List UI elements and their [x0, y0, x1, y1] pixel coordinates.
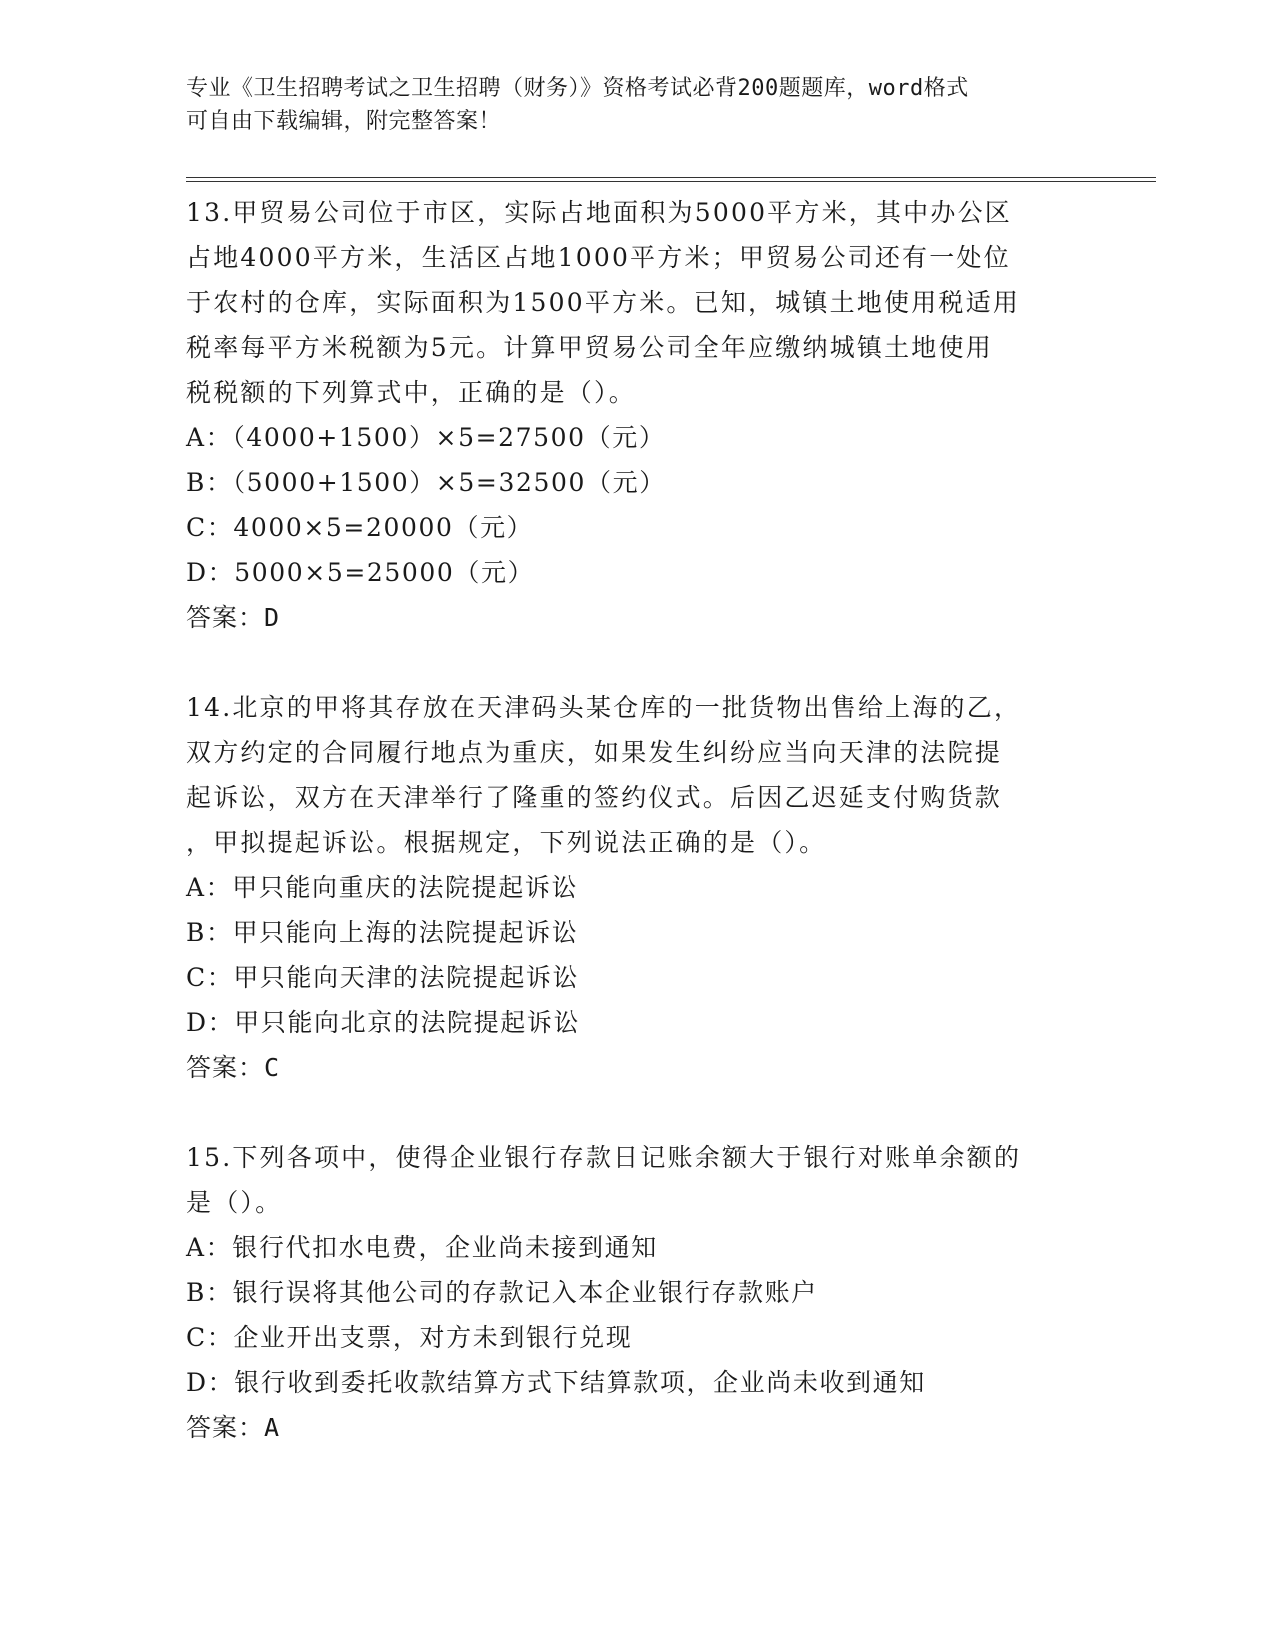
question-text-line: 14.北京的甲将其存放在天津码头某仓库的一批货物出售给上海的乙，	[186, 693, 1022, 722]
question-text-line: 税税额的下列算式中，正确的是（）。	[186, 378, 636, 407]
answer-label: 答案：A	[186, 1413, 281, 1442]
option-a: A：（4000+1500）×5=27500（元）	[186, 423, 666, 452]
question-spacer	[186, 1090, 1086, 1135]
answer-label: 答案：D	[186, 603, 281, 632]
question-text-line: 占地4000平方米，生活区占地1000平方米；甲贸易公司还有一处位	[186, 243, 1011, 272]
header-divider-bottom	[186, 181, 1156, 182]
document-header	[186, 72, 1086, 138]
option-a: A：银行代扣水电费，企业尚未接到通知	[186, 1233, 658, 1262]
option-a: A：甲只能向重庆的法院提起诉讼	[186, 873, 579, 902]
answer-label: 答案：C	[186, 1053, 281, 1082]
question-text-line: 税率每平方米税额为5元。计算甲贸易公司全年应缴纳城镇土地使用	[186, 333, 993, 362]
question-spacer	[186, 640, 1086, 685]
option-b: B：（5000+1500）×5=32500（元）	[186, 468, 666, 497]
question-text-line: 于农村的仓库，实际面积为1500平方米。已知，城镇土地使用税适用	[186, 288, 1021, 317]
option-d: D：5000×5=25000（元）	[186, 558, 535, 587]
header-title-line-1: 专业《卫生招聘考试之卫生招聘（财务）》资格考试必背200题题库，word格式	[186, 76, 969, 101]
option-b: B：甲只能向上海的法院提起诉讼	[186, 918, 579, 947]
question-list	[186, 190, 1086, 1450]
header-title-line-2: 可自由下载编辑，附完整答案！	[186, 109, 502, 134]
question-text-line: 13.甲贸易公司位于市区，实际占地面积为5000平方米，其中办公区	[186, 198, 1012, 227]
question-text-line: 15.下列各项中，使得企业银行存款日记账余额大于银行对账单余额的	[186, 1143, 1022, 1172]
option-c: C：甲只能向天津的法院提起诉讼	[186, 963, 580, 992]
option-d: D：甲只能向北京的法院提起诉讼	[186, 1008, 581, 1037]
option-c: C：企业开出支票，对方未到银行兑现	[186, 1323, 633, 1352]
question-14	[186, 685, 1086, 1090]
question-13	[186, 190, 1086, 640]
question-15	[186, 1135, 1086, 1450]
question-text-line: 双方约定的合同履行地点为重庆，如果发生纠纷应当向天津的法院提	[186, 738, 1003, 767]
option-b: B：银行误将其他公司的存款记入本企业银行存款账户	[186, 1278, 818, 1307]
option-c: C：4000×5=20000（元）	[186, 513, 534, 542]
header-divider-top	[186, 177, 1156, 178]
question-text-line: 是（）。	[186, 1188, 283, 1217]
question-text-line: 起诉讼，双方在天津举行了隆重的签约仪式。后因乙迟延支付购货款	[186, 783, 1003, 812]
option-d: D：银行收到委托收款结算方式下结算款项，企业尚未收到通知	[186, 1368, 926, 1397]
question-text-line: ，甲拟提起诉讼。根据规定，下列说法正确的是（）。	[186, 828, 827, 857]
